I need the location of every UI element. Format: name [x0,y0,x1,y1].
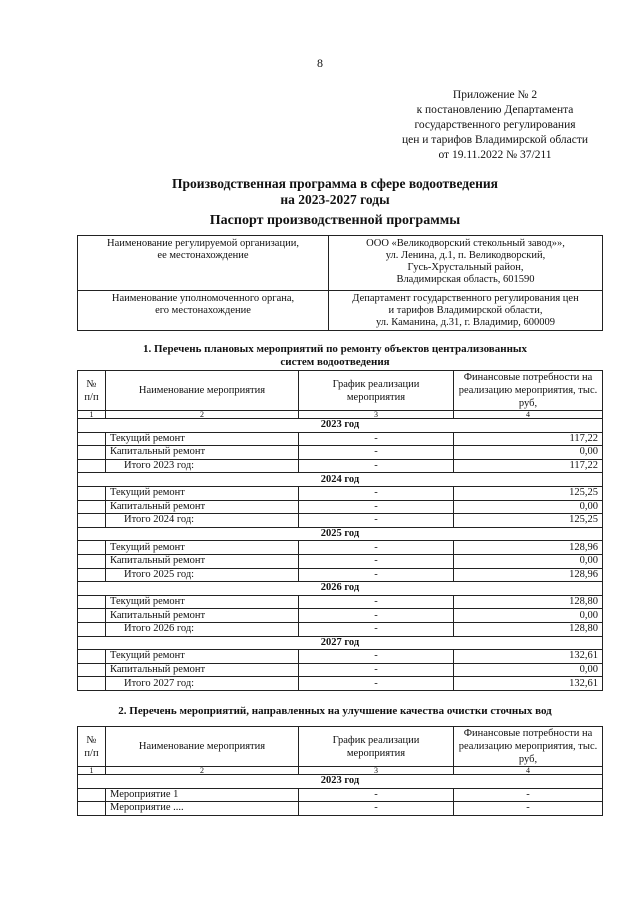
appendix-line: от 19.11.2022 № 37/211 [438,149,552,161]
row-number [78,554,106,568]
passport-table [77,235,603,331]
measure-name: Итого 2023 год: [106,459,299,473]
measure-name: Текущий ремонт [106,432,299,446]
schedule: - [299,541,454,555]
row-number [78,663,106,677]
row-number [78,802,106,816]
column-number-row [78,767,603,775]
table-row [78,554,603,568]
finance-value: 128,96 [454,568,603,582]
finance-value: 132,61 [454,677,603,691]
row-number [78,650,106,664]
schedule: - [299,500,454,514]
value-line: Департамент государственного регулирования цен [352,293,579,304]
header-schedule: График реализации мероприятия [299,371,454,411]
column-number-row [78,411,603,419]
finance-value: 132,61 [454,650,603,664]
measure-name: Текущий ремонт [106,650,299,664]
title-line-1: Производственная программа в сфере водоотведения [172,176,498,191]
passport-value [329,291,603,331]
appendix-header [380,88,610,163]
row-number [78,432,106,446]
label-line: Наименование регулируемой организации, [107,238,299,249]
year-row [78,636,603,650]
schedule: - [299,486,454,500]
table-row [78,500,603,514]
header-row [78,727,603,767]
table-row [78,486,603,500]
measure-name: Итого 2025 год: [106,568,299,582]
table-row [78,568,603,582]
header-row [78,371,603,411]
value-line: Владимирская область, 601590 [396,274,535,285]
schedule: - [299,459,454,473]
value-line: ул. Ленина, д.1, п. Великодворский, [385,250,546,261]
schedule: - [299,568,454,582]
measure-name: Мероприятие .... [106,802,299,816]
schedule: - [299,677,454,691]
label-line: ее местонахождение [157,250,249,261]
header-finance: Финансовые потребности на реализацию мероприятия, тыс. руб, [454,727,603,767]
measure-name: Капитальный ремонт [106,446,299,460]
row-number [78,514,106,528]
year-label: 2023 год [78,775,603,789]
row-number [78,500,106,514]
schedule: - [299,446,454,460]
row-number [78,595,106,609]
schedule: - [299,650,454,664]
column-number: 1 [78,767,106,775]
schedule: - [299,622,454,636]
table-row [78,432,603,446]
year-row [78,582,603,596]
table-row [78,609,603,623]
finance-value: 125,25 [454,486,603,500]
year-row [78,419,603,433]
table-row [78,802,603,816]
table-row [78,514,603,528]
passport-row [78,236,603,291]
finance-value: 117,22 [454,459,603,473]
schedule: - [299,788,454,802]
finance-value: 0,00 [454,609,603,623]
finance-value: 0,00 [454,446,603,460]
column-number: 3 [299,411,454,419]
table-row [78,622,603,636]
title-line-2: на 2023-2027 годы [280,192,390,207]
finance-value: - [454,802,603,816]
table-row [78,595,603,609]
header-finance: Финансовые потребности на реализацию мероприятия, тыс. руб, [454,371,603,411]
finance-value: 0,00 [454,500,603,514]
value-line: и тарифов Владимирской области, [388,305,543,316]
label-line: Наименование уполномоченного органа, [111,293,295,304]
year-row [78,527,603,541]
year-label: 2026 год [78,582,603,596]
year-label: 2023 год [78,419,603,433]
schedule: - [299,595,454,609]
row-number [78,677,106,691]
measure-name: Итого 2026 год: [106,622,299,636]
header-num: № п/п [78,727,106,767]
passport-label [78,236,329,291]
schedule: - [299,554,454,568]
repair-measures-table [77,370,603,691]
row-number [78,446,106,460]
section-title-line: 2. Перечень мероприятий, направленных на улучшение качества очистки сточных вод [118,705,552,717]
passport-title: Паспорт производственной программы [209,213,461,228]
finance-value: 125,25 [454,514,603,528]
section-1-title [0,343,640,369]
finance-value: 0,00 [454,554,603,568]
finance-value: 117,22 [454,432,603,446]
measure-name: Текущий ремонт [106,541,299,555]
row-number [78,609,106,623]
schedule: - [299,432,454,446]
header-name: Наименование мероприятия [106,727,299,767]
passport-label [78,291,329,331]
year-row [78,775,603,789]
table-row [78,541,603,555]
appendix-line: к постановлению Департамента [416,104,574,116]
column-number: 1 [78,411,106,419]
row-number [78,541,106,555]
header-name: Наименование мероприятия [106,371,299,411]
row-number [78,568,106,582]
table-row [78,788,603,802]
header-num: № п/п [78,371,106,411]
measure-name: Капитальный ремонт [106,554,299,568]
appendix-line: Приложение № 2 [452,89,538,101]
header-schedule: График реализации мероприятия [299,727,454,767]
appendix-line: государственного регулирования [414,119,576,131]
column-number: 2 [106,411,299,419]
measure-name: Текущий ремонт [106,595,299,609]
row-number [78,486,106,500]
year-label: 2024 год [78,473,603,487]
row-number [78,622,106,636]
table-row [78,650,603,664]
appendix-line: цен и тарифов Владимирской области [401,134,589,146]
schedule: - [299,609,454,623]
measure-name: Капитальный ремонт [106,663,299,677]
finance-value: 0,00 [454,663,603,677]
label-line: его местонахождение [155,305,251,316]
column-number: 3 [299,767,454,775]
column-number: 4 [454,411,603,419]
treatment-measures-table [77,726,603,816]
year-label: 2027 год [78,636,603,650]
value-line: ул. Каманина, д.31, г. Владимир, 600009 [375,317,556,328]
section-2-title [0,705,640,718]
page-number: 8 [317,56,323,70]
table-row [78,446,603,460]
document-title [0,176,640,208]
measure-name: Итого 2027 год: [106,677,299,691]
row-number [78,788,106,802]
measure-name: Капитальный ремонт [106,609,299,623]
section-title-line: 1. Перечень плановых мероприятий по ремонту объектов централизованных [143,343,527,355]
value-line: ООО «Великодворский стекольный завод»», [366,238,565,249]
schedule: - [299,514,454,528]
measure-name: Итого 2024 год: [106,514,299,528]
column-number: 4 [454,767,603,775]
passport-row [78,291,603,331]
measure-name: Мероприятие 1 [106,788,299,802]
measure-name: Капитальный ремонт [106,500,299,514]
finance-value: 128,80 [454,622,603,636]
finance-value: - [454,788,603,802]
year-row [78,473,603,487]
column-number: 2 [106,767,299,775]
table-row [78,663,603,677]
schedule: - [299,802,454,816]
year-label: 2025 год [78,527,603,541]
table-row [78,459,603,473]
passport-value [329,236,603,291]
schedule: - [299,663,454,677]
section-title-line: систем водоотведения [280,356,390,368]
measure-name: Текущий ремонт [106,486,299,500]
value-line: Гусь-Хрустальный район, [407,262,524,273]
row-number [78,459,106,473]
finance-value: 128,96 [454,541,603,555]
finance-value: 128,80 [454,595,603,609]
table-row [78,677,603,691]
